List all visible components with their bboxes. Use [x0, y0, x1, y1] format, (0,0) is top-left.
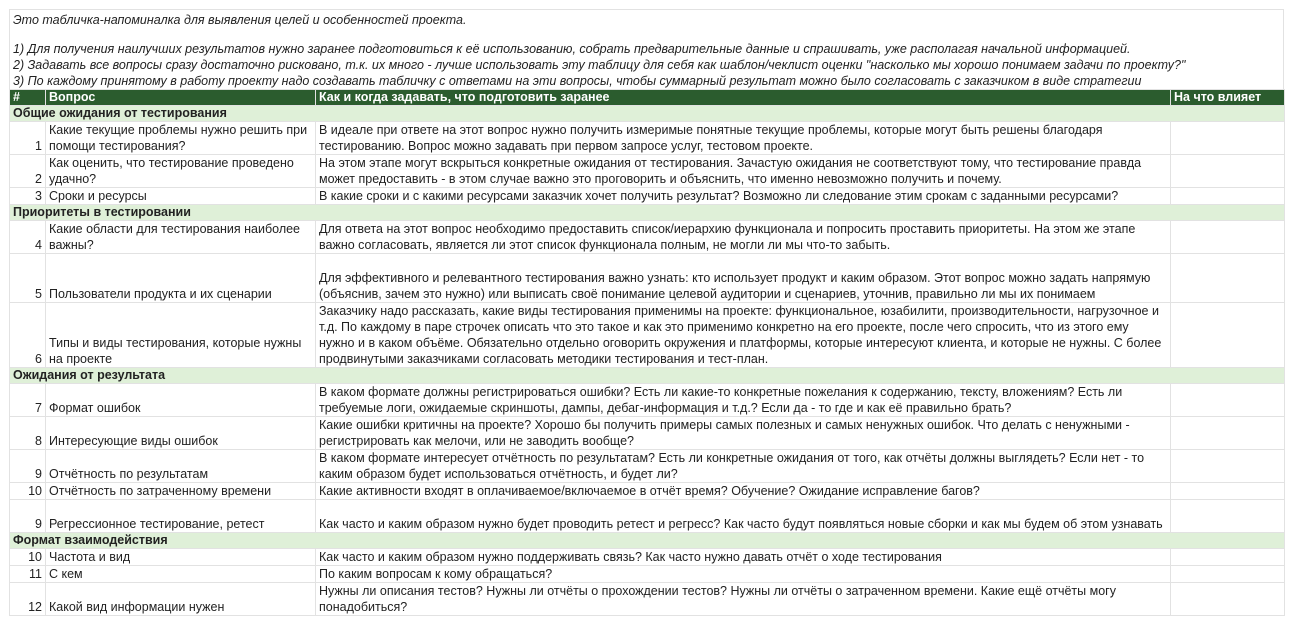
row-num[interactable]: 5 — [10, 254, 46, 303]
row-question[interactable]: Отчётность по результатам — [46, 450, 316, 483]
row-question[interactable]: Типы и виды тестирования, которые нужны на проекте — [46, 303, 316, 368]
row-how[interactable]: В какие сроки и с какими ресурсами заказчик хочет получить результат? Возможно ли следование этим срокам с заданными ресурсами? — [316, 188, 1171, 205]
row-how[interactable]: Для эффективного и релевантного тестирования важно узнать: кто использует продукт и каким образом. Этот вопрос можно задать напрямую (объяснив, зачем это нужно) или выписать своё понимание целевой аудитории и сценариев, уточнив, правильно ли мы их понимаем — [316, 254, 1171, 303]
section-row — [10, 205, 1285, 221]
table-row — [10, 583, 1285, 616]
table-row — [10, 549, 1285, 566]
row-how[interactable]: В каком формате интересует отчётность по результатам? Есть ли конкретные ожидания от того, как отчёты должны выглядеть? Если нет - то каким образом будет использоваться отчётность, и будет ли? — [316, 450, 1171, 483]
row-impact[interactable] — [1171, 384, 1285, 417]
table-row — [10, 417, 1285, 450]
intro-notes — [9, 9, 1284, 89]
row-impact[interactable] — [1171, 122, 1285, 155]
spreadsheet — [9, 9, 1284, 616]
intro-line[interactable]: 3) По каждому принятому в работу проекту надо создавать табличку с ответами на эти вопросы, чтобы суммарный результат можно было согласовать с заказчиком в виде стратегии — [13, 74, 1142, 88]
row-question[interactable]: Интересующие виды ошибок — [46, 417, 316, 450]
table-row — [10, 483, 1285, 500]
row-num[interactable]: 11 — [10, 566, 46, 583]
row-how[interactable]: Для ответа на этот вопрос необходимо предоставить список/иерархию функционала и попросить проставить приоритеты. На этом же этапе важно согласовать, является ли этот список функционала полным, не могли ли мы что-то забыть. — [316, 221, 1171, 254]
intro-line[interactable] — [13, 28, 1280, 41]
header-how[interactable]: Как и когда задавать, что подготовить заранее — [316, 90, 1171, 106]
row-num[interactable]: 10 — [10, 549, 46, 566]
section-title[interactable]: Ожидания от результата — [10, 368, 1285, 384]
row-how[interactable]: Как часто и каким образом нужно будет проводить ретест и регресс? Как часто будут появляться новые сборки и как мы будем об этом узнавать — [316, 500, 1171, 533]
row-num[interactable]: 1 — [10, 122, 46, 155]
row-how[interactable]: Какие ошибки критичны на проекте? Хорошо бы получить примеры самых полезных и самых ненужных ошибок. Что делать с ненужными - регистрировать как мелочи, или не заводить вообще? — [316, 417, 1171, 450]
row-num[interactable]: 12 — [10, 583, 46, 616]
row-num[interactable]: 10 — [10, 483, 46, 500]
header-question[interactable]: Вопрос — [46, 90, 316, 106]
intro-line[interactable]: 2) Задавать все вопросы сразу достаточно рисковано, т.к. их много - лучше использовать эту таблицу для себя как шаблон/чеклист оценки "насколько мы хорошо понимаем задачи по проекту?" — [13, 58, 1186, 72]
row-question[interactable]: Сроки и ресурсы — [46, 188, 316, 205]
table-row — [10, 500, 1285, 533]
row-impact[interactable] — [1171, 483, 1285, 500]
row-impact[interactable] — [1171, 566, 1285, 583]
row-how[interactable]: Какие активности входят в оплачиваемое/включаемое в отчёт время? Обучение? Ожидание исправление багов? — [316, 483, 1171, 500]
row-num[interactable]: 2 — [10, 155, 46, 188]
row-question[interactable]: Формат ошибок — [46, 384, 316, 417]
table-row — [10, 254, 1285, 303]
row-num[interactable]: 9 — [10, 450, 46, 483]
row-how[interactable]: По каким вопросам к кому обращаться? — [316, 566, 1171, 583]
row-impact[interactable] — [1171, 583, 1285, 616]
section-title[interactable]: Общие ожидания от тестирования — [10, 106, 1285, 122]
row-num[interactable]: 3 — [10, 188, 46, 205]
section-row — [10, 106, 1285, 122]
row-question[interactable]: Пользователи продукта и их сценарии — [46, 254, 316, 303]
section-title[interactable]: Формат взаимодействия — [10, 533, 1285, 549]
row-impact[interactable] — [1171, 254, 1285, 303]
row-question[interactable]: Какие текущие проблемы нужно решить при помощи тестирования? — [46, 122, 316, 155]
table-row — [10, 155, 1285, 188]
row-how[interactable]: Заказчику надо рассказать, какие виды тестирования применимы на проекте: функциональное, юзабилити, производительности, нагрузочное и т.д. По каждому в паре строчек описать что это такое и как это применимо конкретно на его проекте, после чего спросить, что из этого ему нужно и в каком объёме. Обязательно отдельно оговорить окружения и платформы, которые интересуют клиента, и которые не нужны. С более продвинутыми заказчиками согласовать методики тестирования и тест-план. — [316, 303, 1171, 368]
table-row — [10, 303, 1285, 368]
row-impact[interactable] — [1171, 155, 1285, 188]
intro-line[interactable]: 1) Для получения наилучших результатов нужно заранее подготовиться к её использованию, собрать предварительные данные и спрашивать, уже располагая начальной информацией. — [13, 42, 1131, 56]
row-how[interactable]: Нужны ли описания тестов? Нужны ли отчёты о прохождении тестов? Нужны ли отчёты о затраченном времени. Какие ещё отчёты могу понадобиться? — [316, 583, 1171, 616]
row-num[interactable]: 7 — [10, 384, 46, 417]
row-how[interactable]: В идеале при ответе на этот вопрос нужно получить измеримые понятные текущие проблемы, которые могут быть решены благодаря тестированию. Вопрос можно задавать при первом запросе услуг, тестовом проекте. — [316, 122, 1171, 155]
row-impact[interactable] — [1171, 221, 1285, 254]
header-row — [10, 90, 1285, 106]
row-impact[interactable] — [1171, 549, 1285, 566]
row-impact[interactable] — [1171, 500, 1285, 533]
row-question[interactable]: Регрессионное тестирование, ретест — [46, 500, 316, 533]
row-question[interactable]: С кем — [46, 566, 316, 583]
row-num[interactable]: 4 — [10, 221, 46, 254]
row-how[interactable]: Как часто и каким образом нужно поддерживать связь? Как часто нужно давать отчёт о ходе тестирования — [316, 549, 1171, 566]
row-num[interactable]: 9 — [10, 500, 46, 533]
table-row — [10, 384, 1285, 417]
table-row — [10, 221, 1285, 254]
row-question[interactable]: Какие области для тестирования наиболее важны? — [46, 221, 316, 254]
row-question[interactable]: Отчётность по затраченному времени — [46, 483, 316, 500]
section-row — [10, 368, 1285, 384]
table-row — [10, 566, 1285, 583]
header-num[interactable]: # — [10, 90, 46, 106]
row-impact[interactable] — [1171, 417, 1285, 450]
table-row — [10, 450, 1285, 483]
row-impact[interactable] — [1171, 303, 1285, 368]
table-row — [10, 188, 1285, 205]
row-num[interactable]: 6 — [10, 303, 46, 368]
row-question[interactable]: Какой вид информации нужен — [46, 583, 316, 616]
questions-table — [9, 89, 1285, 616]
intro-line[interactable]: Это табличка-напоминалка для выявления целей и особенностей проекта. — [13, 13, 467, 27]
row-impact[interactable] — [1171, 188, 1285, 205]
row-impact[interactable] — [1171, 450, 1285, 483]
row-question[interactable]: Как оценить, что тестирование проведено удачно? — [46, 155, 316, 188]
table-row — [10, 122, 1285, 155]
row-question[interactable]: Частота и вид — [46, 549, 316, 566]
header-impact[interactable]: На что влияет — [1171, 90, 1285, 106]
row-num[interactable]: 8 — [10, 417, 46, 450]
section-title[interactable]: Приоритеты в тестировании — [10, 205, 1285, 221]
row-how[interactable]: В каком формате должны регистрироваться ошибки? Есть ли какие-то конкретные пожелания к содержанию, тексту, вложениям? Есть ли требуемые логи, ожидаемые скриншоты, дампы, дебаг-информация и т.д.? Если да - то где и как её правильно брать? — [316, 384, 1171, 417]
row-how[interactable]: На этом этапе могут вскрыться конкретные ожидания от тестирования. Зачастую ожидания не соответствуют тому, что тестирование правда может предоставить - в этом случае важно это проговорить и объяснить, что именно невозможно получить и почему. — [316, 155, 1171, 188]
section-row — [10, 533, 1285, 549]
